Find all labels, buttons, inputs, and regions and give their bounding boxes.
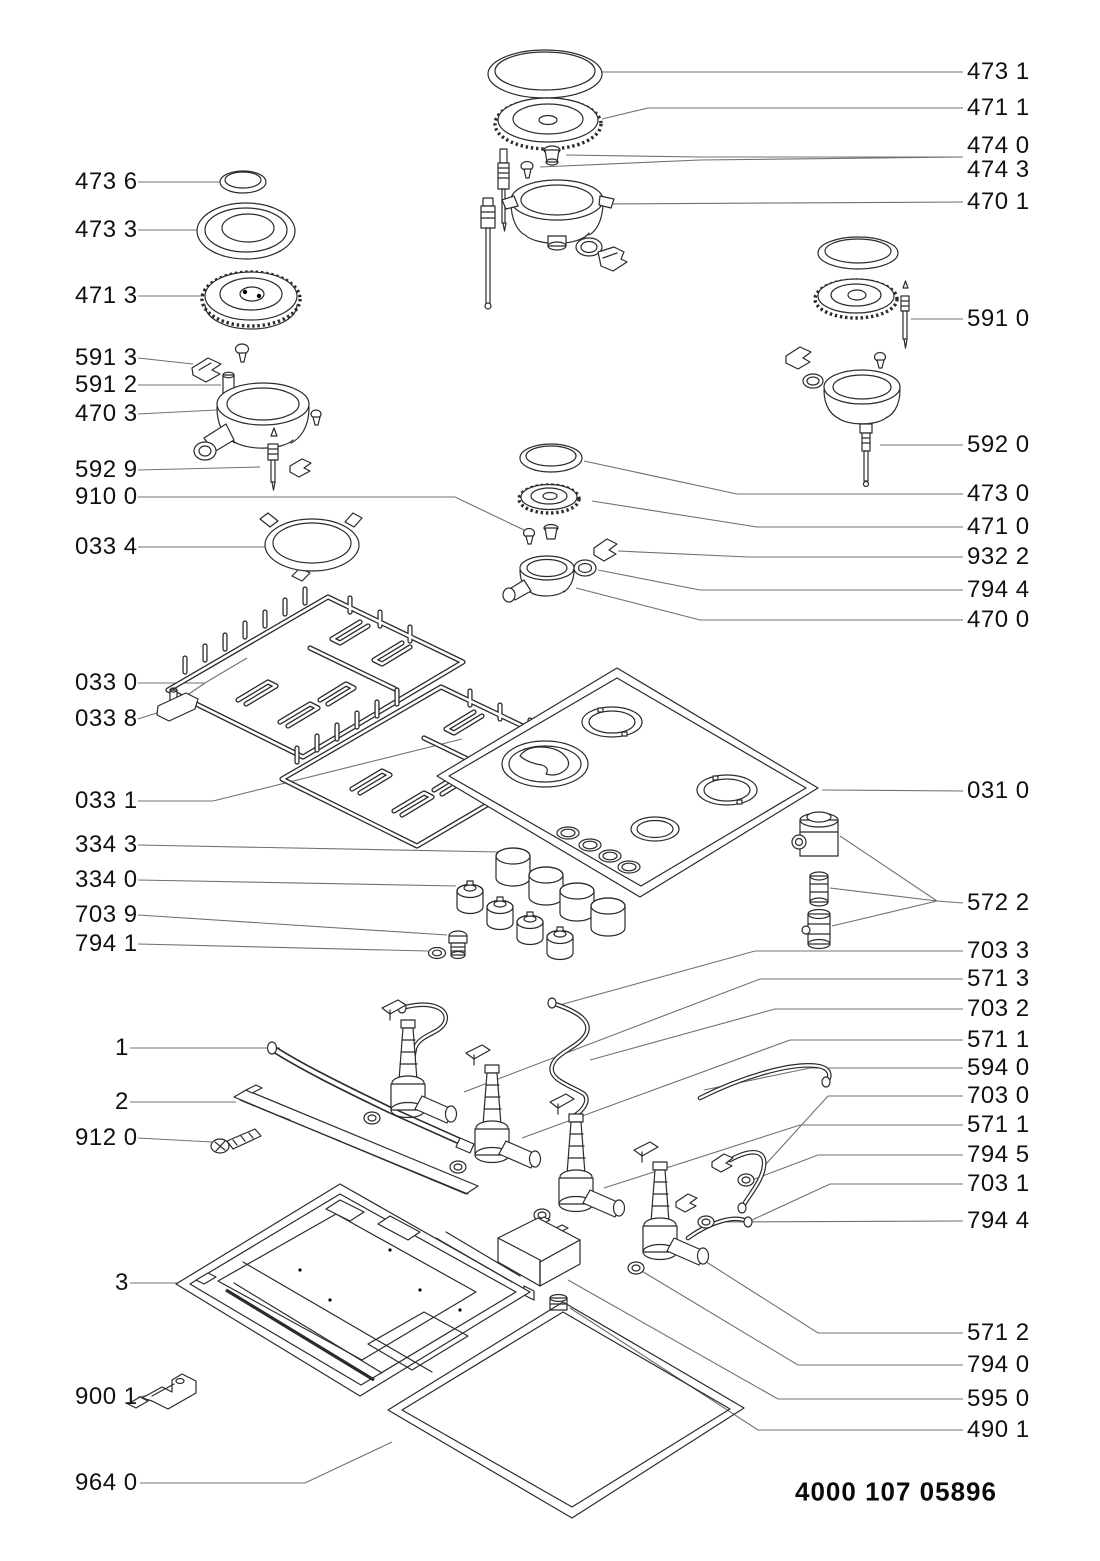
part-label-794-4: 794 4 <box>967 576 1030 603</box>
leader-line-572-2 <box>840 836 963 903</box>
part-label-474-3: 474 3 <box>967 156 1030 183</box>
leader-line-964-0 <box>140 1442 392 1483</box>
part-label-703-3: 703 3 <box>967 937 1030 964</box>
leader-line-794-1 <box>138 944 428 951</box>
leader-line-794-5 <box>752 1155 963 1180</box>
part-label-033-4: 033 4 <box>75 533 138 560</box>
part-label-571-3: 571 3 <box>967 965 1030 992</box>
grid-rubber-foot <box>157 688 198 721</box>
leader-line-334-3 <box>138 845 499 852</box>
leader-line-470-0 <box>576 588 963 620</box>
manifold-pipe <box>268 1042 475 1153</box>
washer-794-1 <box>429 948 446 959</box>
part-label-033-1: 033 1 <box>75 787 138 814</box>
leader-line-490-1 <box>570 1308 963 1430</box>
leader-line-474-0 <box>566 155 963 157</box>
part-label-591-0: 591 0 <box>967 305 1030 332</box>
mounting-bracket <box>128 1374 196 1409</box>
part-label-471-1: 471 1 <box>967 94 1030 121</box>
part-label-592-9: 592 9 <box>75 456 138 483</box>
part-label-571-2: 571 2 <box>967 1319 1030 1346</box>
leader-line-571-1 <box>522 1040 963 1138</box>
pan-support-grid-left <box>168 589 463 757</box>
part-label-703-1: 703 1 <box>967 1170 1030 1197</box>
leader-line-473-0 <box>584 461 963 494</box>
union-fitting <box>449 931 467 959</box>
part-label-3: 3 <box>115 1269 129 1296</box>
leader-line-703-1 <box>752 1184 963 1220</box>
leader-line-591-3 <box>138 358 193 364</box>
part-label-591-2: 591 2 <box>75 371 138 398</box>
part-label-031-0: 031 0 <box>967 777 1030 804</box>
part-label-033-0: 033 0 <box>75 669 138 696</box>
leader-line-470-1 <box>596 202 963 204</box>
part-label-571-1b: 571 1 <box>967 1111 1030 1138</box>
part-label-964-0: 964 0 <box>75 1469 138 1496</box>
support-rail <box>234 1085 478 1194</box>
leader-line-471-1 <box>602 108 963 119</box>
leader-line-033-0 <box>138 658 247 683</box>
leader-line-794-4 <box>598 570 963 590</box>
part-label-471-3: 471 3 <box>75 282 138 309</box>
part-label-334-3: 334 3 <box>75 831 138 858</box>
part-label-473-6: 473 6 <box>75 168 138 195</box>
part-label-794-1: 794 1 <box>75 930 138 957</box>
leader-line-572-2 <box>832 901 937 926</box>
leader-line-912-0 <box>138 1138 212 1142</box>
part-label-912-0: 912 0 <box>75 1124 138 1151</box>
part-label-703-9: 703 9 <box>75 901 138 928</box>
part-label-592-0: 592 0 <box>967 431 1030 458</box>
wok-stand <box>260 513 362 581</box>
part-label-572-2: 572 2 <box>967 889 1030 916</box>
part-label-2: 2 <box>115 1088 129 1115</box>
part-label-595-0: 595 0 <box>967 1385 1030 1412</box>
part-label-1: 1 <box>115 1034 129 1061</box>
leader-line-334-0 <box>138 880 456 886</box>
leader-line-932-2 <box>618 551 963 557</box>
leader-line-592-9 <box>138 467 260 470</box>
leader-line-794-0 <box>640 1270 963 1365</box>
part-label-473-3: 473 3 <box>75 216 138 243</box>
part-label-594-0: 594 0 <box>967 1054 1030 1081</box>
part-label-703-2: 703 2 <box>967 995 1030 1022</box>
burner-assembly-right <box>786 237 909 487</box>
leader-line-471-0 <box>592 501 963 527</box>
part-label-470-1: 470 1 <box>967 188 1030 215</box>
leader-line-571-3 <box>464 979 963 1092</box>
part-label-571-1: 571 1 <box>967 1026 1030 1053</box>
leader-line-474-3 <box>540 157 963 167</box>
leader-line-703-2 <box>590 1009 963 1060</box>
artwork <box>128 50 909 1518</box>
part-label-900-1: 900 1 <box>75 1383 138 1410</box>
leader-line-470-3 <box>138 410 217 414</box>
leader-line-703-9 <box>138 915 447 935</box>
part-label-473-0: 473 0 <box>967 480 1030 507</box>
part-label-794-0: 794 0 <box>967 1351 1030 1378</box>
leader-line-703-0 <box>766 1096 963 1164</box>
burner-assembly-left <box>192 171 321 490</box>
part-label-490-1: 490 1 <box>967 1416 1030 1443</box>
hob-top-panel <box>437 668 818 897</box>
countersunk-screw <box>211 1129 261 1153</box>
part-label-932-2: 932 2 <box>967 543 1030 570</box>
part-label-470-3: 470 3 <box>75 400 138 427</box>
part-label-794-5: 794 5 <box>967 1141 1030 1168</box>
leader-line-031-0 <box>822 790 963 791</box>
part-label-033-8: 033 8 <box>75 705 138 732</box>
part-label-474-0: 474 0 <box>967 132 1030 159</box>
part-label-471-0: 471 0 <box>967 513 1030 540</box>
part-label-794-4b: 794 4 <box>967 1207 1030 1234</box>
part-label-591-3: 591 3 <box>75 344 138 371</box>
part-label-334-0: 334 0 <box>75 866 138 893</box>
part-label-470-0: 470 0 <box>967 606 1030 633</box>
part-label-473-1: 473 1 <box>967 58 1030 85</box>
document-code: 4000 107 05896 <box>795 1476 997 1507</box>
regulator-group <box>792 812 838 949</box>
part-label-703-0: 703 0 <box>967 1082 1030 1109</box>
part-label-910-0: 910 0 <box>75 483 138 510</box>
leader-line-571-2 <box>700 1258 963 1333</box>
burner-assembly-center-small <box>503 444 617 602</box>
burner-assembly-top-center <box>481 50 627 309</box>
